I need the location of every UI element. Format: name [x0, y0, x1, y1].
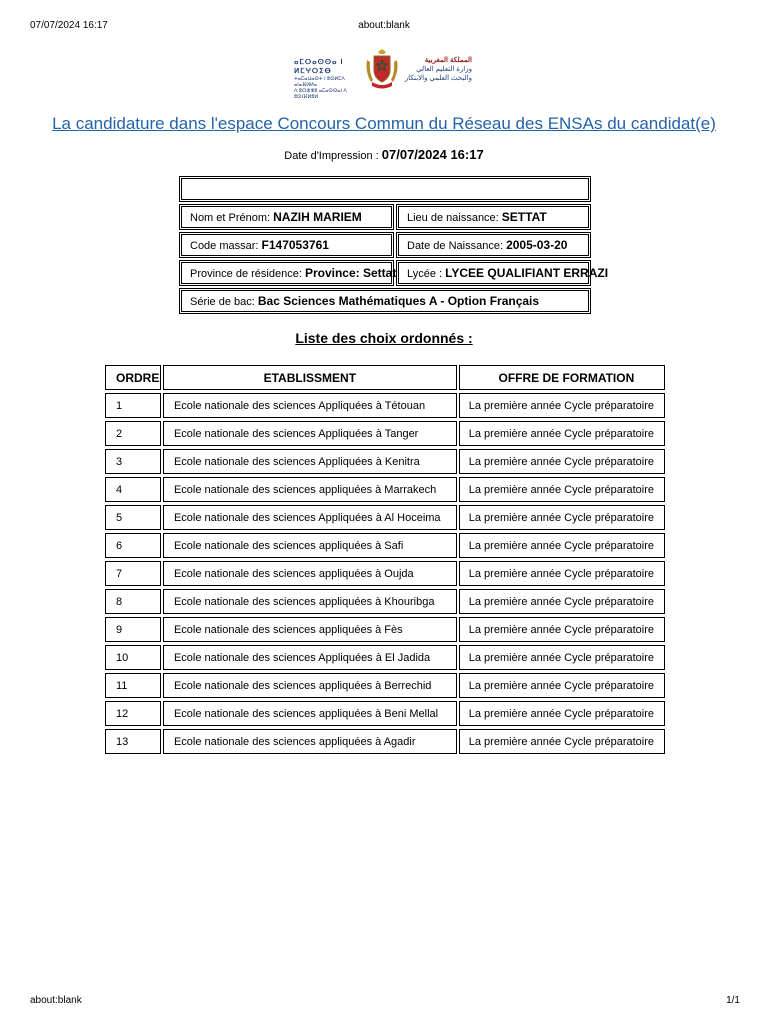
serie-value: Bac Sciences Mathématiques A - Option Français [257, 294, 540, 308]
cell-etablissement: Ecole nationale des sciences Appliquées à Tétouan [163, 393, 457, 418]
cell-etablissement: Ecole nationale des sciences appliquées à Safi [163, 533, 457, 558]
name-label: Nom et Prénom: [190, 212, 274, 224]
lycee-value: LYCEE QUALIFIANT ERRAZI [445, 266, 609, 280]
logo-tifinagh-line1: ⴰⵎⵔⴰⵙⵙⴰ ⵏ ⵍⵎⵖⵔⵉⴱ [294, 59, 344, 75]
cell-offre: La première année Cycle préparatoire [459, 729, 665, 754]
cell-offre: La première année Cycle préparatoire [459, 421, 665, 446]
print-date-value: 07/07/2024 16:17 [381, 147, 484, 162]
cell-etablissement: Ecole nationale des sciences Appliquées à Kenitra [163, 449, 457, 474]
logo-arabic-line2: وزارة التعليم العالي [416, 66, 472, 73]
table-row [105, 393, 665, 418]
candidate-birthplace-cell [396, 204, 591, 230]
lycee-label: Lycée : [407, 268, 446, 280]
choices-table [103, 362, 667, 757]
province-value: Province: Settat [304, 266, 397, 280]
print-header-url: about:blank [358, 20, 410, 31]
moroccan-coat-of-arms-icon [364, 48, 400, 92]
cell-ordre: 1 [105, 393, 161, 418]
cell-offre: La première année Cycle préparatoire [459, 393, 665, 418]
logo-tifinagh-line3: ⴷ ⵓⵔⵣⵣⵓ ⴰⵎⴰⵙⵙⴰⵏ ⴷ ⵓⵙⵏⴼⵍⵓⵍ [294, 88, 347, 100]
cell-ordre: 3 [105, 449, 161, 474]
cell-ordre: 9 [105, 617, 161, 642]
cell-etablissement: Ecole nationale des sciences Appliquées à Tanger [163, 421, 457, 446]
print-header [0, 20, 768, 32]
birthplace-value: SETTAT [501, 210, 547, 224]
print-footer [0, 995, 768, 1007]
logo-arabic-line1: المملكة المغربية [424, 57, 472, 64]
cell-ordre: 13 [105, 729, 161, 754]
page-title: La candidature dans l'espace Concours Commun du Réseau des ENSAs du candidat(e) [52, 114, 716, 133]
cell-offre: La première année Cycle préparatoire [459, 617, 665, 642]
table-row [105, 533, 665, 558]
cell-etablissement: Ecole nationale des sciences Appliquées à El Jadida [163, 645, 457, 670]
table-row [105, 421, 665, 446]
cell-offre: La première année Cycle préparatoire [459, 533, 665, 558]
serie-label: Série de bac: [190, 296, 258, 308]
candidate-province-cell [179, 260, 397, 286]
cell-etablissement: Ecole nationale des sciences appliquées à Berrechid [163, 673, 457, 698]
header-ordre: ORDRE [105, 365, 161, 390]
cell-ordre: 6 [105, 533, 161, 558]
page-number: 1/1 [726, 995, 740, 1006]
candidate-lycee-cell [396, 260, 609, 286]
table-row [105, 729, 665, 754]
print-date-label: Date d'Impression : [284, 150, 382, 162]
print-date [0, 147, 768, 162]
header-offre: OFFRE DE FORMATION [459, 365, 665, 390]
cell-offre: La première année Cycle préparatoire [459, 701, 665, 726]
massar-label: Code massar: [190, 240, 262, 252]
header-etablissement: ETABLISSMENT [163, 365, 457, 390]
cell-ordre: 12 [105, 701, 161, 726]
table-row [105, 645, 665, 670]
cell-offre: La première année Cycle préparatoire [459, 561, 665, 586]
cell-offre: La première année Cycle préparatoire [459, 505, 665, 530]
cell-offre: La première année Cycle préparatoire [459, 645, 665, 670]
candidate-serie-cell [179, 288, 591, 314]
cell-etablissement: Ecole nationale des sciences appliquées à Fès [163, 617, 457, 642]
candidate-banner [179, 176, 591, 202]
print-header-date: 07/07/2024 16:17 [30, 20, 108, 31]
ministry-logo [294, 48, 472, 100]
table-row [105, 617, 665, 642]
province-label: Province de résidence: [190, 268, 305, 280]
logo-tifinagh-text [294, 58, 364, 100]
cell-etablissement: Ecole nationale des sciences appliquées à Oujda [163, 561, 457, 586]
table-header-row [105, 365, 665, 390]
cell-offre: La première année Cycle préparatoire [459, 589, 665, 614]
cell-offre: La première année Cycle préparatoire [459, 449, 665, 474]
name-value: NAZIH MARIEM [273, 210, 362, 224]
cell-etablissement: Ecole nationale des sciences appliquées à Beni Mellal [163, 701, 457, 726]
birthdate-label: Date de Naissance: [407, 240, 507, 252]
cell-etablissement: Ecole nationale des sciences appliquées à Marrakech [163, 477, 457, 502]
cell-ordre: 5 [105, 505, 161, 530]
logo-arabic-text [402, 56, 472, 83]
cell-etablissement: Ecole nationale des sciences appliquées à Khouribga [163, 589, 457, 614]
candidate-birthdate-cell [396, 232, 591, 258]
cell-ordre: 10 [105, 645, 161, 670]
cell-offre: La première année Cycle préparatoire [459, 477, 665, 502]
cell-offre: La première année Cycle préparatoire [459, 673, 665, 698]
cell-ordre: 2 [105, 421, 161, 446]
cell-ordre: 11 [105, 673, 161, 698]
table-row [105, 701, 665, 726]
table-row [105, 589, 665, 614]
birthplace-label: Lieu de naissance: [407, 212, 502, 224]
table-row [105, 673, 665, 698]
candidate-massar-cell [179, 232, 394, 258]
massar-value: F147053761 [261, 238, 329, 252]
table-row [105, 449, 665, 474]
cell-etablissement: Ecole nationale des sciences appliquées à Agadir [163, 729, 457, 754]
cell-ordre: 4 [105, 477, 161, 502]
cell-etablissement: Ecole nationale des sciences Appliquées à Al Hoceima [163, 505, 457, 530]
cell-ordre: 7 [105, 561, 161, 586]
table-row [105, 505, 665, 530]
logo-tifinagh-line2: ⵜⴰⵎⴰⵡⴰⵙⵜ ⵏ ⵓⵙⵍⵎⴷ ⴰⵏⴰⴼⵍⵍⴰ [294, 76, 345, 88]
candidate-name-cell [179, 204, 394, 230]
birthdate-value: 2005-03-20 [506, 238, 568, 252]
logo-arabic-line3: والبحث العلمي والابتكار [404, 75, 472, 82]
cell-ordre: 8 [105, 589, 161, 614]
print-footer-url: about:blank [30, 995, 82, 1006]
choices-list-title: Liste des choix ordonnés : [295, 330, 473, 346]
table-row [105, 561, 665, 586]
table-row [105, 477, 665, 502]
